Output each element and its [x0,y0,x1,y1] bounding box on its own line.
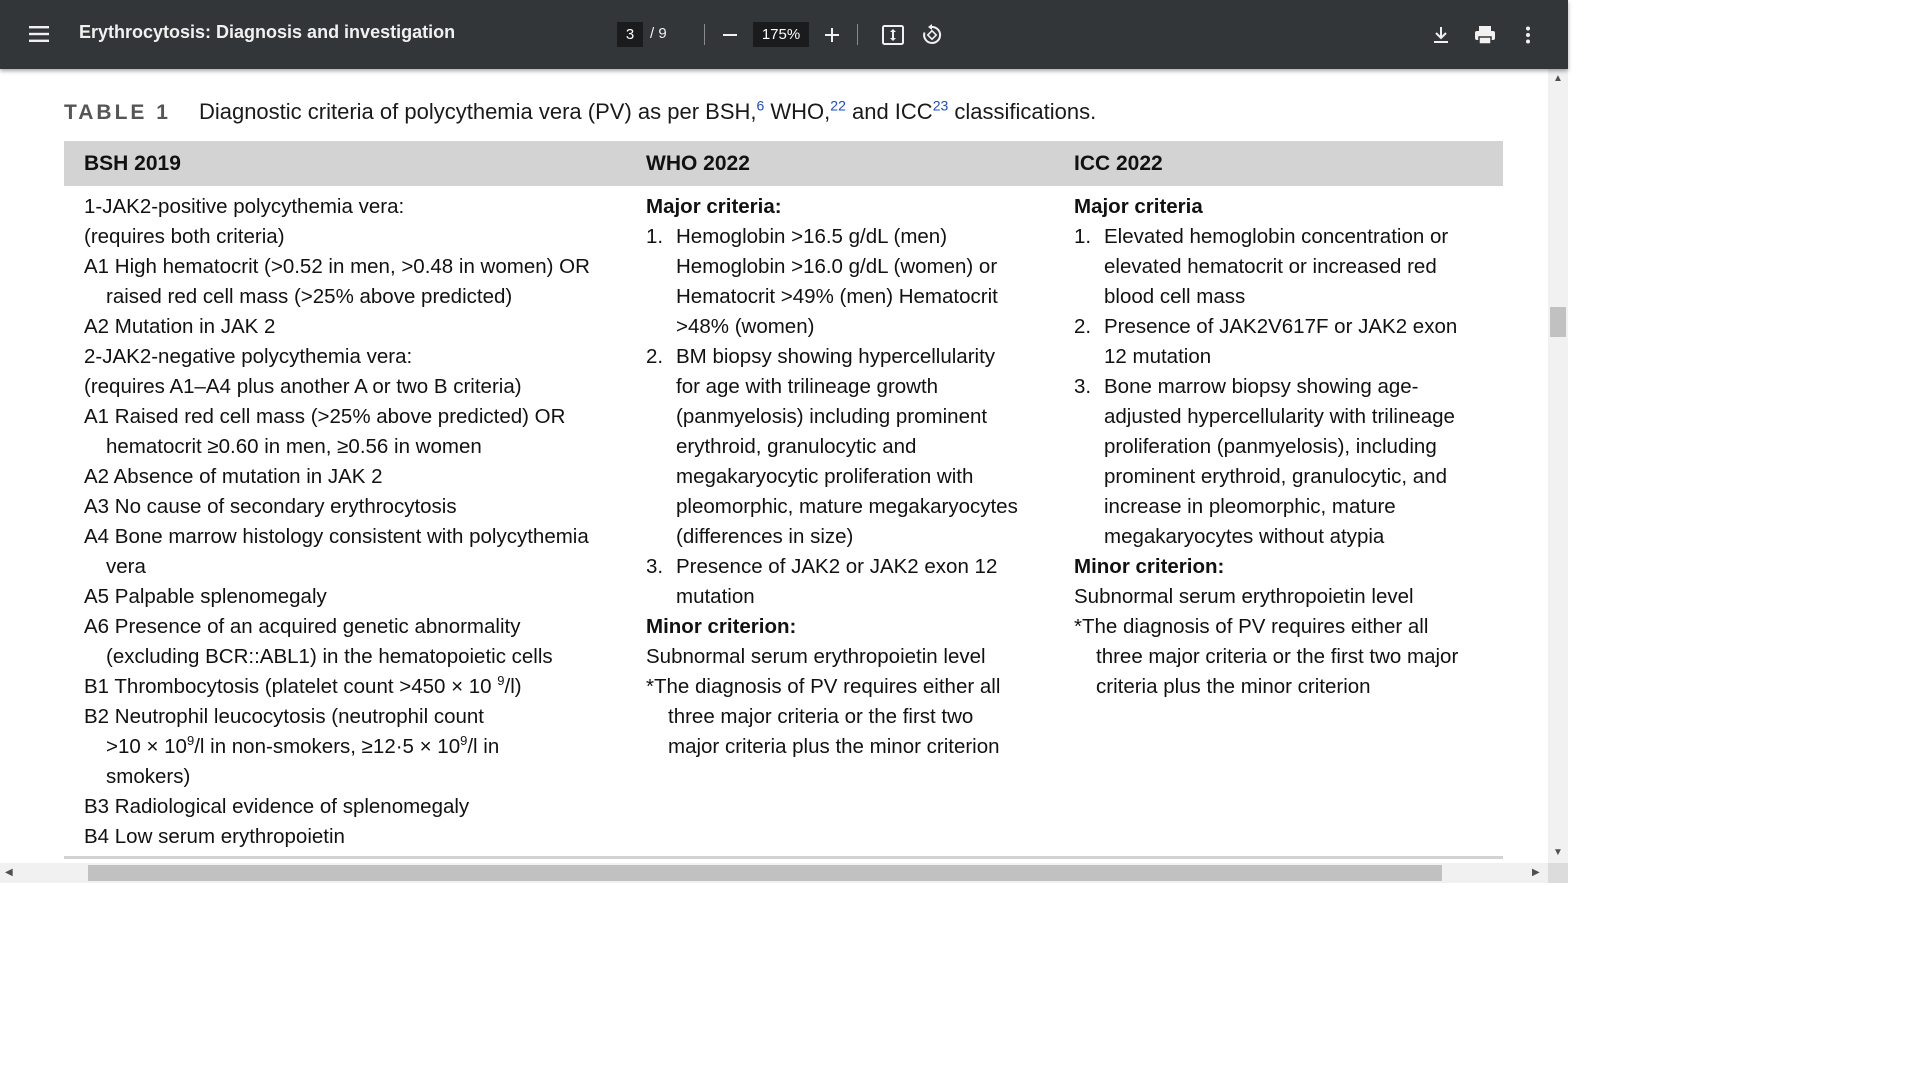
rotate-button[interactable] [918,21,946,49]
footnote-line: *The diagnosis of PV requires either all [646,675,1001,698]
reference-link[interactable]: 22 [830,97,846,114]
column-header-who: WHO 2022 [646,152,750,175]
print-icon [1474,25,1496,45]
fit-page-button[interactable] [879,21,907,49]
footnote-line: three major criteria or the first two [668,705,974,728]
more-vert-icon [1525,26,1531,44]
print-button[interactable] [1471,21,1499,49]
horizontal-scrollbar[interactable] [0,863,1548,883]
page-total: / 9 [650,25,667,42]
scroll-down-arrow-icon[interactable]: ▼ [1553,847,1563,858]
table-cell-line: B2 Neutrophil leucocytosis (neutrophil count [84,705,484,728]
table-cell-line: B3 Radiological evidence of splenomegaly [84,795,470,818]
table-cell-line: A5 Palpable splenomegaly [84,585,327,608]
footnote-line: criteria plus the minor criterion [1096,675,1371,698]
plus-icon [824,27,840,43]
footnote-line: *The diagnosis of PV requires either all [1074,615,1429,638]
download-button[interactable] [1428,21,1454,49]
table-cell-line: Subnormal serum erythropoietin level [1074,585,1414,608]
reference-link[interactable]: 23 [932,97,949,114]
table-cell-line: (requires both criteria) [84,225,285,248]
table-cell-line: Subnormal serum erythropoietin level [646,645,986,668]
more-options-button[interactable] [1516,21,1540,49]
document-title: Erythrocytosis: Diagnosis and investigation [79,22,456,42]
list-item: 2. BM biopsy showing hypercellularity for age with trilineage growth (panmyelosis) including prominent erythroid, granulocytic and megakaryocytic proliferation with pleomorphic, mature megakaryocytes (differences in size) [646,345,1018,548]
list-item: 3. Bone marrow biopsy showing age- adjusted hypercellularity with trilineage proliferation (panmyelosis), including prominent erythroid, granulocytic, and increase in pleomorphic, mature megakaryocytes without atypia [1074,375,1455,548]
table-cell-line: (requires A1–A4 plus another A or two B criteria) [84,375,522,398]
table-cell-line: B4 Low serum erythropoietin [84,825,345,848]
table-cell-line: A4 Bone marrow histology consistent with polycythemia [84,525,589,548]
minor-criterion-heading: Minor criterion: [646,615,797,638]
footnote-line: three major criteria or the first two major [1096,645,1459,668]
scroll-right-arrow-icon[interactable]: ▶ [1532,867,1540,878]
column-header-bsh: BSH 2019 [84,152,181,175]
icc-criteria-column [1074,192,1494,702]
zoom-in-button[interactable] [820,22,844,47]
minor-criterion-heading: Minor criterion: [1074,555,1225,578]
table-cell-line: (excluding BCR::ABL1) in the hematopoietic cells [106,645,553,668]
caption-text: Diagnostic criteria of polycythemia vera (PV) as per BSH,$^6$ WHO,$^{22}$ and ICC$^{23}$ classifications. [198,97,1097,124]
pdf-page [0,69,1548,863]
table-cell-line: $>10 \times 10^9/l$ in non-smokers, $\ge 12\cdot 5 \times 10^9/l$ in [106,733,500,758]
list-item: 3. Presence of JAK2 or JAK2 exon 12 mutation [646,555,998,608]
zoom-out-button[interactable] [718,22,742,47]
pdf-toolbar [0,0,1568,69]
vertical-scrollbar[interactable] [1548,69,1568,863]
fit-to-page-icon [881,24,905,46]
scroll-left-arrow-icon[interactable]: ◀ [5,867,13,878]
table-header [64,141,1503,186]
column-header-icc: ICC 2022 [1074,152,1163,175]
horizontal-scroll-thumb[interactable] [88,865,1442,881]
list-item: 1. Elevated hemoglobin concentration or elevated hematocrit or increased red blood cell mass [1074,225,1449,308]
table-cell-line: vera [106,555,146,578]
table-cell-line: smokers) [106,765,191,788]
table-bottom-rule [64,856,1503,859]
table-cell-line: raised red cell mass (>25% above predicted) [106,285,513,308]
major-criteria-heading: Major criteria [1074,195,1203,218]
footnote-line: major criteria plus the minor criterion [668,735,1000,758]
table-cell-line: A1 Raised red cell mass (>25% above predicted) OR [84,405,566,428]
major-criteria-heading: Major criteria: [646,195,782,218]
table-cell-line: A6 Presence of an acquired genetic abnormality [84,615,521,638]
table-cell-line: 2-JAK2-negative polycythemia vera: [84,345,413,368]
list-item: 2. Presence of JAK2V617F or JAK2 exon 12 mutation [1074,315,1458,368]
toolbar-divider [857,24,858,45]
table-caption [64,99,1096,125]
bsh-criteria-column [84,192,624,852]
minus-icon [722,27,738,43]
table-label: TABLE 1 [64,101,171,124]
zoom-input[interactable]: 175% [753,22,809,47]
menu-icon[interactable] [22,17,56,51]
table-cell-line: A3 No cause of secondary erythrocytosis [84,495,457,518]
table-cell-line: 1-JAK2-positive polycythemia vera: [84,195,405,218]
list-item: 1. Hemoglobin >16.5 g/dL (men) Hemoglobin >16.0 g/dL (women) or Hematocrit >49% (men) Hematocrit >48% (women) [646,225,998,338]
vertical-scroll-thumb[interactable] [1550,307,1566,337]
page-number-input[interactable]: 3 [617,22,643,47]
scrollbar-corner [1548,863,1568,883]
table-cell-line: A2 Mutation in JAK 2 [84,315,276,338]
who-criteria-column [646,192,1046,762]
rotate-icon [920,23,944,47]
toolbar-divider [704,24,705,45]
table-cell-line: hematocrit ≥0.60 in men, ≥0.56 in women [106,435,482,458]
table-cell-line: A2 Absence of mutation in JAK 2 [84,465,383,488]
table-cell-line: A1 High hematocrit (>0.52 in men, >0.48 in women) OR [84,255,590,278]
table-cell-line: B1 Thrombocytosis (platelet count >450 × 10 $^9$/l) [84,673,522,698]
reference-link[interactable]: 6 [756,97,765,114]
scroll-up-arrow-icon[interactable]: ▲ [1553,73,1563,84]
download-icon [1432,25,1450,45]
